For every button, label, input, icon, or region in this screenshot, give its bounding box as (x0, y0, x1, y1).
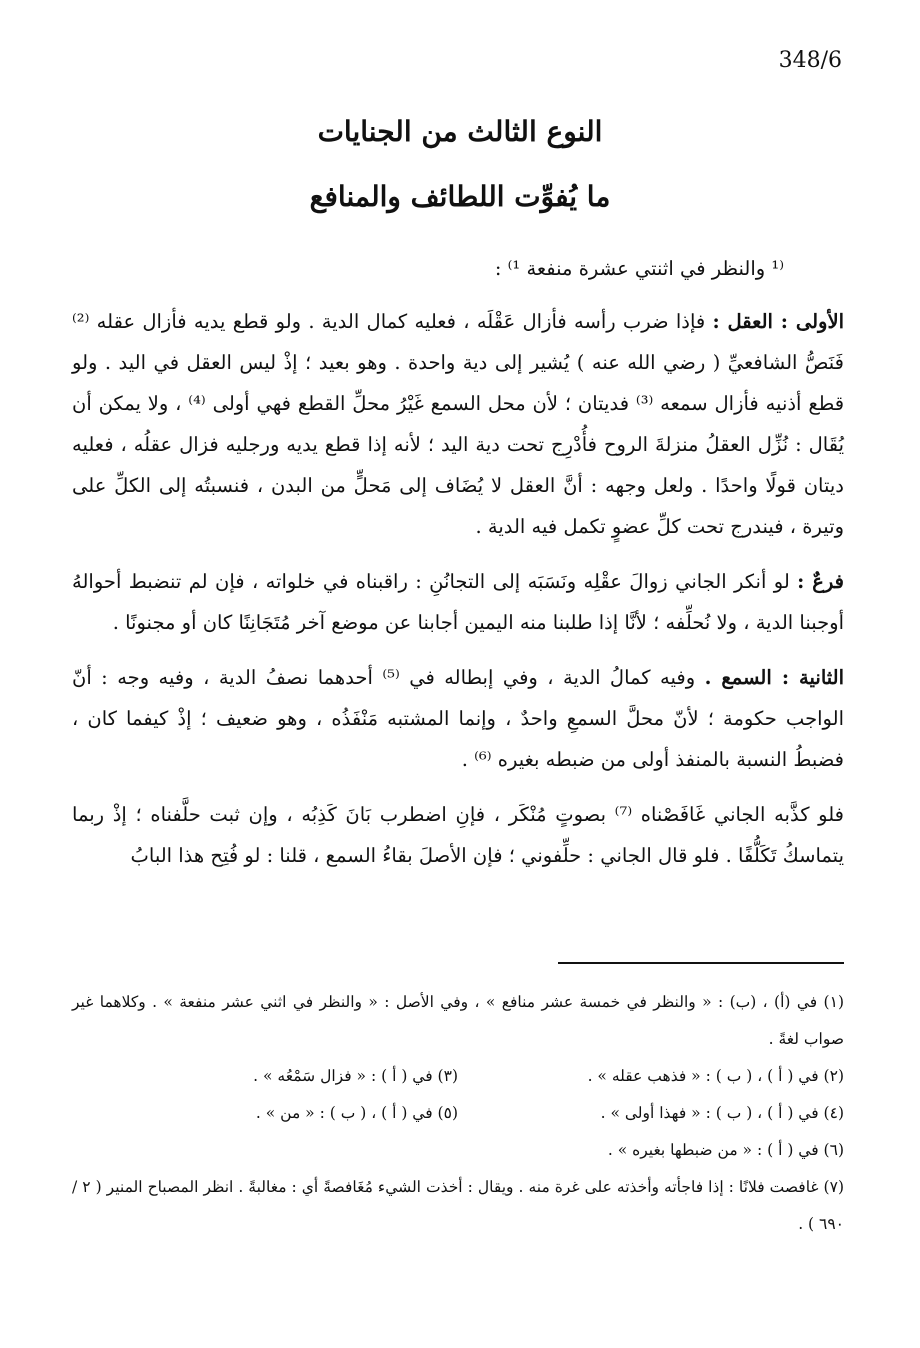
footnotes (72, 984, 844, 1243)
paragraph-heading: الثانية : السمع . (704, 666, 845, 689)
footnote-3: (٣) في ( أ ) : « فزال سَمْعُه » . (253, 1067, 458, 1085)
paragraph-heading: فرعٌ : (797, 570, 844, 593)
paragraph-text: وفيه كمالُ الدية ، وفي إبطاله في ⁽⁵⁾ أحدهما نصفُ الدية ، وفيه وجه : أنّ الواجب حكومة ؛ لأنّ محلَّ السمعِ واحدٌ ، وإنما المشتبه مَنْفَذُه ، وهو ضعيف ؛ إذْ كيفما كان ، فضبطُ النسبة بالمنفذ أولى من ضبطه بغيره ⁽⁶⁾ . (72, 666, 844, 771)
footnote-2: (٢) في ( أ ) ، ( ب ) : « فذهب عقله » . (587, 1067, 844, 1085)
footnote-divider (558, 962, 844, 964)
page-number: 348/6 (778, 48, 842, 73)
footnote-6: (٦) في ( أ ) : « من ضبطها بغيره » . (607, 1141, 844, 1159)
footnote-4: (٤) في ( أ ) ، ( ب ) : « فهذا أولى » . (600, 1104, 844, 1122)
paragraph-second-hearing (72, 657, 844, 780)
chapter-title: النوع الثالث من الجنايات (317, 115, 603, 148)
footnote-5: (٥) في ( أ ) ، ( ب ) : « من » . (255, 1104, 458, 1122)
paragraph-first-intellect (72, 301, 844, 547)
paragraph-text: فإذا ضرب رأسه فأزال عَقْلَه ، فعليه كمال الدية . ولو قطع يديه فأزال عقله ⁽²⁾ فَنَصُّ الشافعيِّ ( رضي الله عنه ) يُشير إلى دية واحدة . وهو بعيد ؛ إذْ ليس العقل في اليد . ولو قطع أذنيه فأزال سمعه ⁽³⁾ فديتان ؛ لأن محل السمع غَيْرُ محلِّ القطع فهي أولى ⁽⁴⁾ ، ولا يمكن أن يُقَال : نُزِّل العقلُ منزلةَ الروح فأُدْرِج تحت دية اليد ؛ لأنه إذا قطع يديه ورجليه فزال عقلُه ، فعليه ديتان قولًا واحدًا . ولعل وجهه : أنَّ العقل لا يُضَاف إلى مَحلٍّ من البدن ، فنسبتُه إلى الكلِّ على وتيرة ، فيندرج تحت كلِّ عضوٍ تكمل فيه الدية . (72, 310, 845, 538)
footnote-row (72, 1095, 844, 1132)
chapter-subtitle: ما يُفوِّت اللطائف والمنافع (309, 180, 611, 213)
main-text (72, 248, 844, 890)
footnote-row (72, 1058, 844, 1095)
paragraph-branch (72, 561, 844, 643)
intro-line: ⁽¹ والنظر في اثنتي عشرة منفعة ¹⁾ : (494, 257, 784, 280)
paragraph-text: لو أنكر الجاني زوالَ عقْلِه ونَسَبَه إلى التجانُنِ : راقبناه في خلواته ، فإن لم تنضبط أحوالهُ أوجبنا الدية ، ولا نُحلِّفه ؛ لأنَّا إذا طلبنا منه اليمين أجابنا عن موضع آخر مُتَجَانِنًا كان أو مجنونًا . (72, 570, 844, 634)
footnote-1: (١) في (أ) ، (ب) : « والنظر في خمسة عشر منافع » ، وفي الأصل : « والنظر في اثني عشر منفعة » . وكلاهما غير صواب لغةً . (72, 993, 844, 1048)
paragraph-heading: الأولى : العقل : (712, 310, 844, 333)
footnote-7: (٧) غافصت فلانًا : إذا فاجأته وأخذته على غرة منه . ويقال : أخذت الشيء مُغَافصةً أي : مغالبةً . انظر المصباح المنير ( ٢ / ٦٩٠ ) . (72, 1178, 844, 1233)
paragraph-denial (72, 794, 844, 876)
paragraph-text: فلو كذَّبه الجاني غَافَصْناه ⁽⁷⁾ بصوتٍ مُنْكَر ، فإنِ اضطرب بَانَ كَذِبُه ، وإن ثبت حلَّفناه ؛ إذْ ربما يتماسكُ تَكَلُّفًا . فلو قال الجاني : حلِّفوني ؛ فإن الأصلَ بقاءُ السمع ، قلنا : لو فُتِح هذا البابُ (72, 803, 844, 867)
